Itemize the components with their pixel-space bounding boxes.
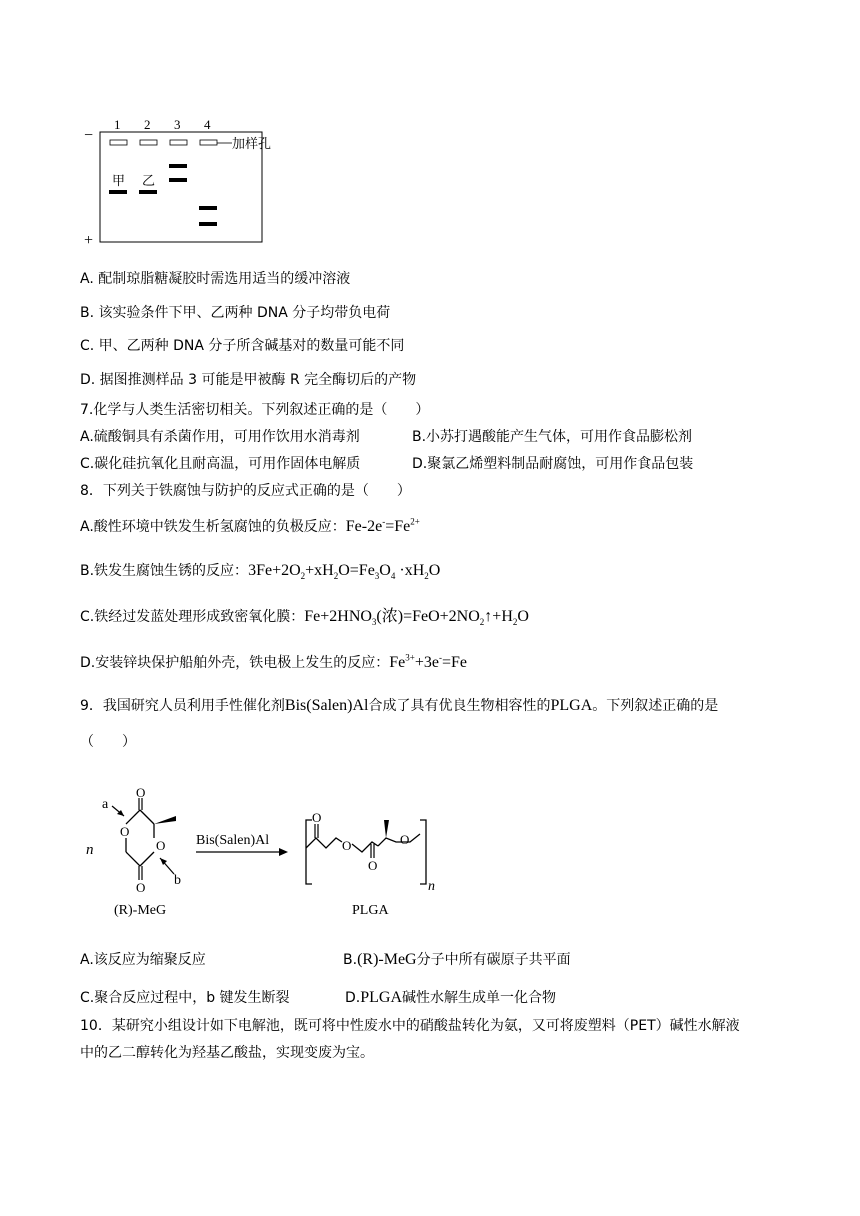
ring-bond [140,810,154,824]
band-label-jia: 甲 [112,173,126,188]
dna-band-lane4-lower [199,222,217,226]
polymer-name-inline: PLGA [360,989,403,1006]
arrow-catalyst-label: Bis(Salen)Al [196,833,270,848]
q8-option-a-text: A.酸性环境中铁发生析氢腐蚀的负极反应： [80,519,346,535]
ring-bond [126,810,140,824]
q6-option-d: D. 据图推测样品 3 可能是甲被酶 R 完全酶切后的产物 [80,372,417,388]
carbonyl-oxygen: O [136,786,146,800]
reaction-scheme [80,786,460,922]
sample-well [110,140,127,145]
lane-number: 1 [114,117,121,132]
methyl-wedge [154,816,176,824]
q6-option-b: B. 该实验条件下甲、乙两种 DNA 分子均带负电荷 [80,305,391,321]
lane-number: 2 [144,117,151,132]
q8-option-a-equation: $Fe-2e^-=Fe^{2+}$ [345,516,420,535]
q8-stem: 8．下列关于铁腐蚀与防护的反应式正确的是（ ） [80,483,411,499]
sample-well [200,140,217,145]
chain-oxygen: O [400,832,410,847]
q9-option-c: C.聚合反应过程中，b 键发生断裂 [80,990,290,1006]
polymer-name: PLGA [550,697,593,714]
bond-label-a: a [102,797,109,812]
band-label-yi: 乙 [142,173,156,188]
gel-minus-sign: − [84,127,94,144]
q8-option-b [80,562,440,580]
q8-option-d-equation: $Fe^{3+}+3e^-=Fe$ [389,652,467,671]
polymer-backbone [306,838,342,848]
gel-plus-sign: + [84,232,94,249]
product-name: PLGA [352,903,389,918]
dna-band-lane2 [139,190,157,194]
q8-option-b-equation: $3Fe+2O_2+xH_2O=Fe_3O_4 \cdot xH_2O$ [248,562,441,582]
q7-stem: 7.化学与人类生活密切相关。下列叙述正确的是（ ） [80,402,430,418]
dna-band-lane4-upper [199,206,217,210]
sample-well [170,140,187,145]
q8-option-c-text: C.铁经过发蓝处理形成致密氧化膜： [80,609,305,625]
q7-option-a: A.硫酸铜具有杀菌作用，可用作饮用水消毒剂 [80,429,360,445]
reaction-arrowhead [279,848,288,856]
q9-option-a: A.该反应为缩聚反应 [80,952,206,968]
ring-bond [140,852,154,866]
q8-option-c [80,608,529,626]
gel-electrophoresis-figure [80,112,300,252]
q8-option-b-text: B.铁发生腐蚀生锈的反应： [80,563,249,579]
scheme-n-right: n [428,879,435,894]
q9-stem-paren: （ ） [80,734,136,750]
bracket-left [306,820,312,884]
chain-oxygen: O [342,838,352,853]
q9-option-b: B.(R)-MeG分子中所有碳原子共平面 [343,951,571,968]
lane-number: 4 [204,117,211,132]
q8-option-d [80,654,467,672]
catalyst-name: Bis(Salen)Al [284,697,369,714]
ring-oxygen: O [156,838,166,853]
q9-stem: 9．我国研究人员利用手性催化剂Bis(Salen)Al合成了具有优良生物相容性的PLGA。下列叙述正确的是 [80,697,719,714]
q8-option-c-equation: $Fe+2HNO_3$(浓)$=FeO+2NO_2↑+H_2O$ [304,608,529,628]
reactant-name-inline: (R)-MeG [357,951,417,968]
q8-option-d-text: D.安装锌块保护船舶外壳，铁电极上发生的反应： [80,655,390,671]
dna-band-lane3-lower [169,178,187,182]
methyl-wedge [384,820,389,838]
q10-stem-line1: 10．某研究小组设计如下电解池，既可将中性废水中的硝酸盐转化为氨，又可将废塑料（PET）碱性水解液 [80,1018,740,1034]
scheme-n-left: n [86,842,94,858]
q7-option-b: B.小苏打遇酸能产生气体，可用作食品膨松剂 [412,429,693,445]
sample-well [140,140,157,145]
q7-option-c: C.碳化硅抗氧化且耐高温，可用作固体电解质 [80,456,361,472]
bond-label-b: b [174,873,181,888]
dna-band-lane3-upper [169,164,187,168]
bracket-right [420,820,426,884]
q9-option-d: D.PLGA碱性水解生成单一化合物 [345,989,557,1006]
q8-option-a [80,518,420,536]
polymer-backbone [378,834,420,846]
lane-number: 3 [174,117,181,132]
q7-option-d: D.聚氯乙烯塑料制品耐腐蚀，可用作食品包装 [412,456,694,472]
carbonyl-oxygen: O [136,880,146,895]
q10-stem-line2: 中的乙二醇转化为羟基乙酸盐，实现变废为宝。 [80,1045,374,1061]
ring-oxygen: O [120,824,130,839]
q6-option-a: A. 配制琼脂糖凝胶时需选用适当的缓冲溶液 [80,271,351,287]
reactant-name: (R)-MeG [114,903,167,918]
carbonyl-oxygen: O [312,810,322,825]
well-label: 加样孔 [232,136,272,151]
carbonyl-oxygen: O [368,858,378,873]
q6-option-c: C. 甲、乙两种 DNA 分子所含碱基对的数量可能不同 [80,338,405,354]
dna-band-lane1 [109,190,127,194]
ring-bond [126,852,140,866]
